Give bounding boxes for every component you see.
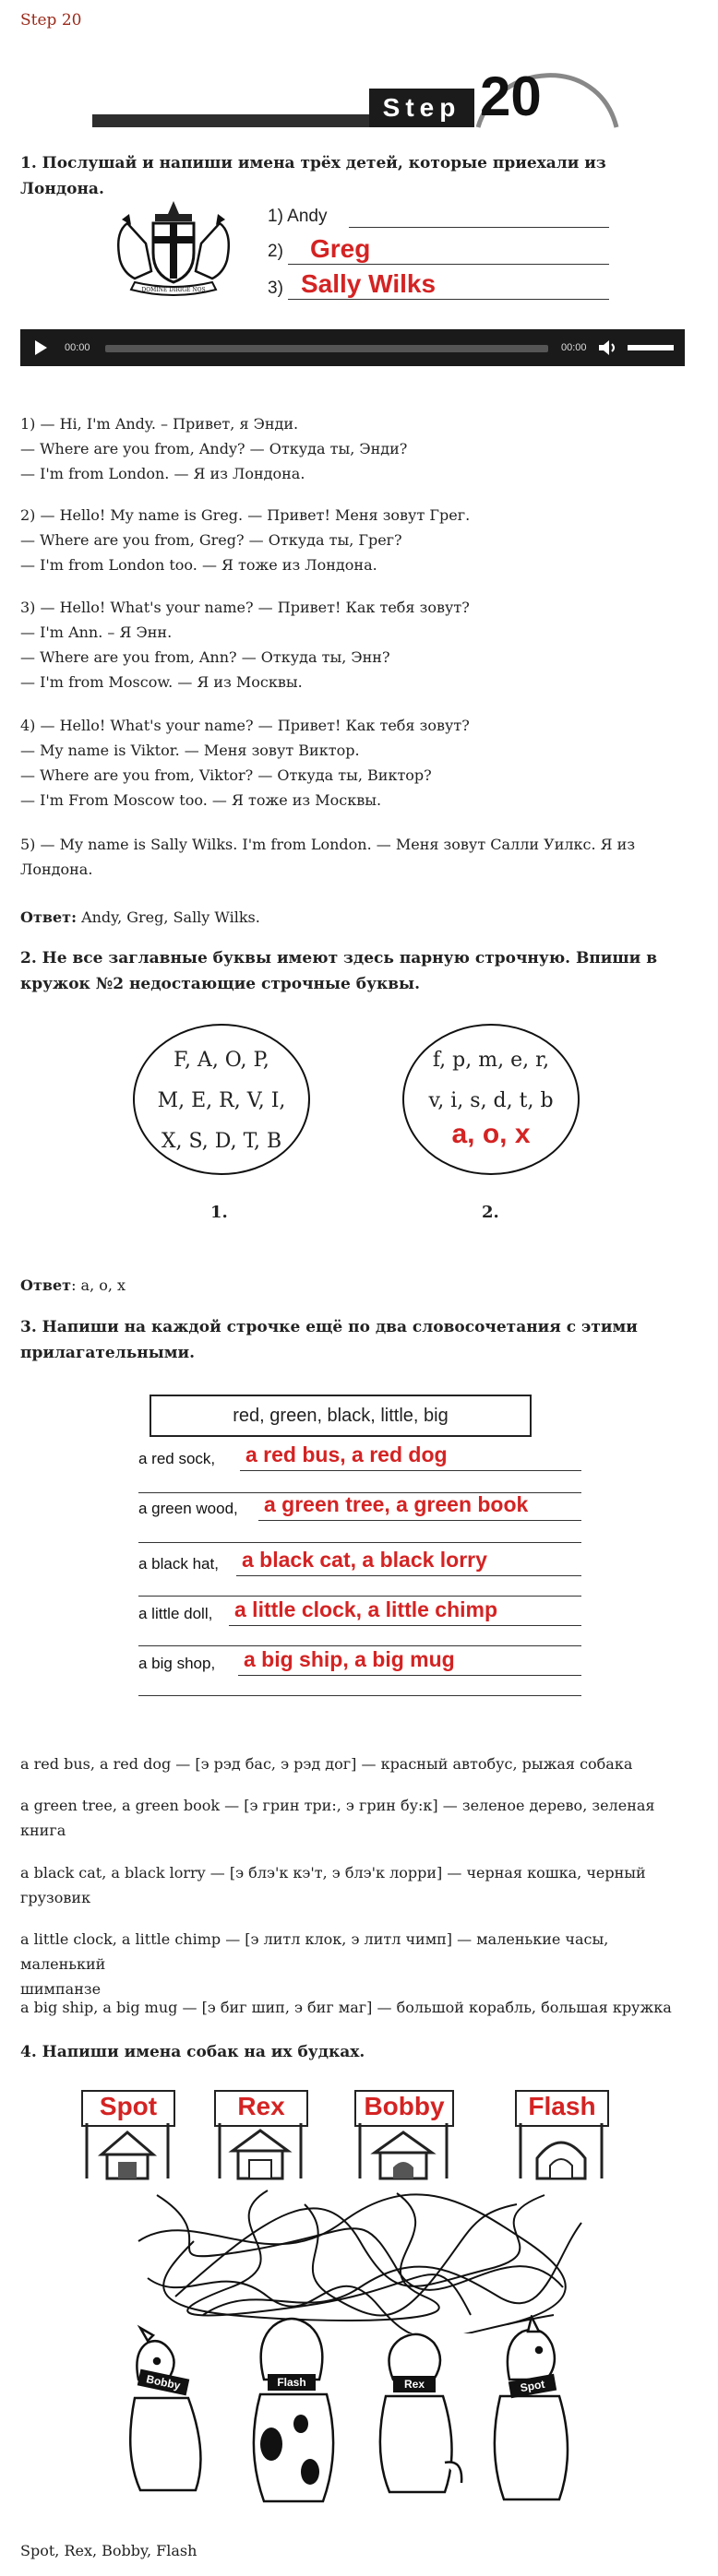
collar-tag: Spot bbox=[509, 2374, 556, 2398]
dog-4 bbox=[473, 2315, 583, 2509]
write-line bbox=[240, 1470, 581, 1471]
question-line: 2. Не все заглавные буквы имеют здесь парную строчную. Впиши в bbox=[20, 949, 658, 967]
task1-question: 1. Послушай и напиши имена трёх детей, которые приехали из Лондона. bbox=[20, 154, 606, 198]
answer-text: Andy, Greg, Sally Wilks. bbox=[81, 908, 260, 926]
doghouse-2 bbox=[214, 2090, 310, 2182]
translation-line: a green tree, a green book — [э грин три:, э грин бу:к] — зеленое дерево, зеленая bbox=[20, 1797, 655, 1814]
given-phrase: a little doll, bbox=[138, 1605, 213, 1622]
breadcrumb[interactable]: Step 20 bbox=[20, 11, 82, 30]
doghouse-4 bbox=[515, 2090, 611, 2182]
doghouse-sign bbox=[354, 2090, 454, 2127]
write-line bbox=[236, 1575, 581, 1576]
sign-name: Flash bbox=[528, 2092, 596, 2120]
dialogue-line: 1) — Hi, I'm Andy. – Привет, я Энди. bbox=[20, 415, 299, 433]
question-line: кружок №2 недостающие строчные буквы. bbox=[20, 975, 421, 993]
volume-slider[interactable] bbox=[628, 345, 674, 350]
task4-question: 4. Напиши имена собак на их будках. bbox=[20, 2043, 365, 2061]
answer-line-3 bbox=[288, 299, 609, 300]
write-line bbox=[238, 1675, 581, 1676]
line-number: 1) bbox=[268, 207, 283, 226]
doghouse-sign bbox=[515, 2090, 609, 2127]
dialogue-3 bbox=[20, 595, 685, 694]
dialogue-line: — Where are you from, Viktor? — Откуда ты, Виктор? bbox=[20, 766, 432, 784]
letters-line: M, E, R, V, I, bbox=[157, 1089, 286, 1112]
given-phrase: a red sock, bbox=[138, 1450, 216, 1467]
doghouse-icon bbox=[354, 2123, 456, 2182]
dog-icon bbox=[111, 2324, 221, 2509]
task2-question bbox=[20, 945, 685, 997]
translation-line: книга bbox=[20, 1822, 66, 1839]
translation-line: a little clock, a little chimp — [э литл клок, э литл чимп] — маленькие часы, маленький bbox=[20, 1930, 609, 1973]
dialogue-line: — I'm from Moscow. — Я из Москвы. bbox=[20, 673, 303, 691]
doghouse-sign bbox=[81, 2090, 175, 2127]
step-number: 20 bbox=[480, 65, 542, 127]
total-time: 00:00 bbox=[561, 342, 587, 353]
translation-line: a black cat, a black lorry — [э блэ'к кэ'т, э блэ'к лорри] — черная кошка, черный bbox=[20, 1864, 646, 1882]
current-time: 00:00 bbox=[65, 342, 90, 353]
doghouse-1 bbox=[81, 2090, 177, 2182]
circle-1-letters bbox=[133, 1040, 310, 1162]
dialogue-line: — I'm from London. — Я из Лондона. bbox=[20, 465, 305, 482]
given-phrase: a black hat, bbox=[138, 1555, 219, 1573]
collar-tag: Rex bbox=[393, 2376, 436, 2392]
answer-line-1 bbox=[349, 227, 609, 228]
answer-phrase: a little clock, a little chimp bbox=[234, 1597, 498, 1621]
line-number-2: 2) bbox=[268, 242, 283, 261]
dialogue-line: 4) — Hello! What's your name? — Привет! Как тебя зовут? bbox=[20, 717, 470, 734]
circle-1-label: 1. bbox=[210, 1203, 228, 1222]
dialogue-line: — I'm Ann. – Я Энн. bbox=[20, 623, 173, 641]
translation-5: a big ship, a big mug — [э биг шип, э биг маг] — большой корабль, большая кружка bbox=[20, 1999, 672, 2016]
dialogue-line: 2) — Hello! My name is Greg. — Привет! Меня зовут Грег. bbox=[20, 506, 471, 524]
name-greg: Greg bbox=[310, 234, 371, 263]
answer-1 bbox=[20, 905, 685, 930]
circle-2-letters bbox=[402, 1040, 580, 1122]
play-icon[interactable] bbox=[33, 339, 48, 356]
answer-text: : a, o, x bbox=[71, 1276, 126, 1294]
write-line bbox=[138, 1695, 581, 1696]
doghouse-3 bbox=[354, 2090, 456, 2182]
seek-bar[interactable] bbox=[105, 345, 548, 352]
dog-icon bbox=[473, 2315, 583, 2509]
name-andy: Andy bbox=[287, 207, 328, 226]
translation-1: a red bus, a red dog — [э рэд бас, э рэд дог] — красный автобус, рыжая собака bbox=[20, 1755, 633, 1773]
sign-name: Spot bbox=[99, 2092, 158, 2120]
circle-2-answer: a, o, x bbox=[451, 1119, 531, 1149]
translation-4 bbox=[20, 1927, 685, 2001]
answer-phrase: a black cat, a black lorry bbox=[242, 1548, 487, 1572]
write-line bbox=[138, 1542, 581, 1543]
answer-phrase: a big ship, a big mug bbox=[244, 1647, 455, 1671]
dialogue-2 bbox=[20, 503, 685, 577]
answer-2 bbox=[20, 1273, 685, 1298]
answer-phrase: a green tree, a green book bbox=[264, 1492, 529, 1516]
collar-tag: Bobby bbox=[138, 2369, 190, 2396]
name-sally-wilks: Sally Wilks bbox=[301, 269, 437, 298]
answer-label: Ответ: bbox=[20, 908, 77, 926]
letters-line: f, p, m, e, r, bbox=[432, 1049, 550, 1072]
dialogue-line: — I'm from London too. — Я тоже из Лондона. bbox=[20, 556, 377, 574]
given-phrase: a big shop, bbox=[138, 1655, 216, 1672]
sign-name: Rex bbox=[237, 2092, 285, 2120]
doghouse-icon bbox=[515, 2123, 611, 2182]
dogs-row bbox=[111, 2297, 591, 2509]
task1-line-1 bbox=[268, 207, 327, 227]
translation-line: грузовик bbox=[20, 1889, 91, 1906]
svg-text:DOMINE DIRIGE NOS: DOMINE DIRIGE NOS bbox=[141, 287, 206, 293]
doghouse-sign bbox=[214, 2090, 308, 2127]
write-line bbox=[258, 1520, 581, 1521]
write-line bbox=[138, 1596, 581, 1597]
write-line bbox=[138, 1645, 581, 1646]
answer-line-2 bbox=[288, 264, 609, 265]
translation-line: шимпанзе bbox=[20, 1980, 102, 1998]
step-label: Step bbox=[369, 89, 474, 127]
dialogue-line: Лондона. bbox=[20, 861, 93, 878]
letters-line: F, A, O, P, bbox=[174, 1049, 269, 1072]
doghouse-icon bbox=[81, 2123, 177, 2182]
letters-line: X, S, D, T, B bbox=[161, 1130, 282, 1153]
header-rule bbox=[92, 114, 369, 127]
dialogue-line: 5) — My name is Sally Wilks. I'm from London. — Меня зовут Салли Уилкс. Я из bbox=[20, 836, 636, 853]
collar-tag: Flash bbox=[268, 2374, 316, 2391]
translation-2 bbox=[20, 1793, 685, 1843]
line-number-3: 3) bbox=[268, 279, 283, 298]
dialogue-line: 3) — Hello! What's your name? — Привет! Как тебя зовут? bbox=[20, 599, 470, 616]
answer-label: Ответ bbox=[20, 1276, 72, 1294]
given-phrase: a green wood, bbox=[138, 1500, 238, 1517]
dialogue-5 bbox=[20, 832, 685, 882]
dialogue-line: — I'm From Moscow too. — Я тоже из Москвы. bbox=[20, 791, 382, 809]
dialogue-line: — My name is Viktor. — Меня зовут Виктор. bbox=[20, 742, 360, 759]
dog-3 bbox=[360, 2324, 471, 2509]
dialogue-4 bbox=[20, 713, 685, 813]
circle-2-label: 2. bbox=[482, 1203, 499, 1222]
dog-icon bbox=[360, 2324, 471, 2509]
adjectives-box: red, green, black, little, big bbox=[150, 1395, 532, 1437]
sign-name: Bobby bbox=[364, 2092, 445, 2120]
dialogue-line: — Where are you from, Greg? — Откуда ты, Грег? bbox=[20, 531, 402, 549]
write-line bbox=[229, 1625, 581, 1626]
dog-1 bbox=[111, 2324, 221, 2509]
dialogue-line: — Where are you from, Andy? — Откуда ты, Энди? bbox=[20, 440, 408, 457]
answer-4: Spot, Rex, Bobby, Flash bbox=[20, 2542, 197, 2559]
question-line: прилагательными. bbox=[20, 1344, 196, 1362]
letters-line: v, i, s, d, t, b bbox=[428, 1089, 554, 1112]
dog-icon bbox=[236, 2315, 347, 2509]
dialogue-1 bbox=[20, 411, 685, 486]
translation-3 bbox=[20, 1860, 685, 1910]
answer-phrase: a red bus, a red dog bbox=[245, 1442, 448, 1466]
question-line: 3. Напиши на каждой строчке ещё по два словосочетания с этими bbox=[20, 1318, 638, 1336]
task3-question bbox=[20, 1314, 685, 1366]
london-crest-icon bbox=[109, 196, 238, 304]
dialogue-line: — Where are you from, Ann? — Откуда ты, Энн? bbox=[20, 648, 390, 666]
volume-icon[interactable] bbox=[598, 339, 618, 356]
dog-2 bbox=[236, 2315, 347, 2509]
doghouse-icon bbox=[214, 2123, 310, 2182]
